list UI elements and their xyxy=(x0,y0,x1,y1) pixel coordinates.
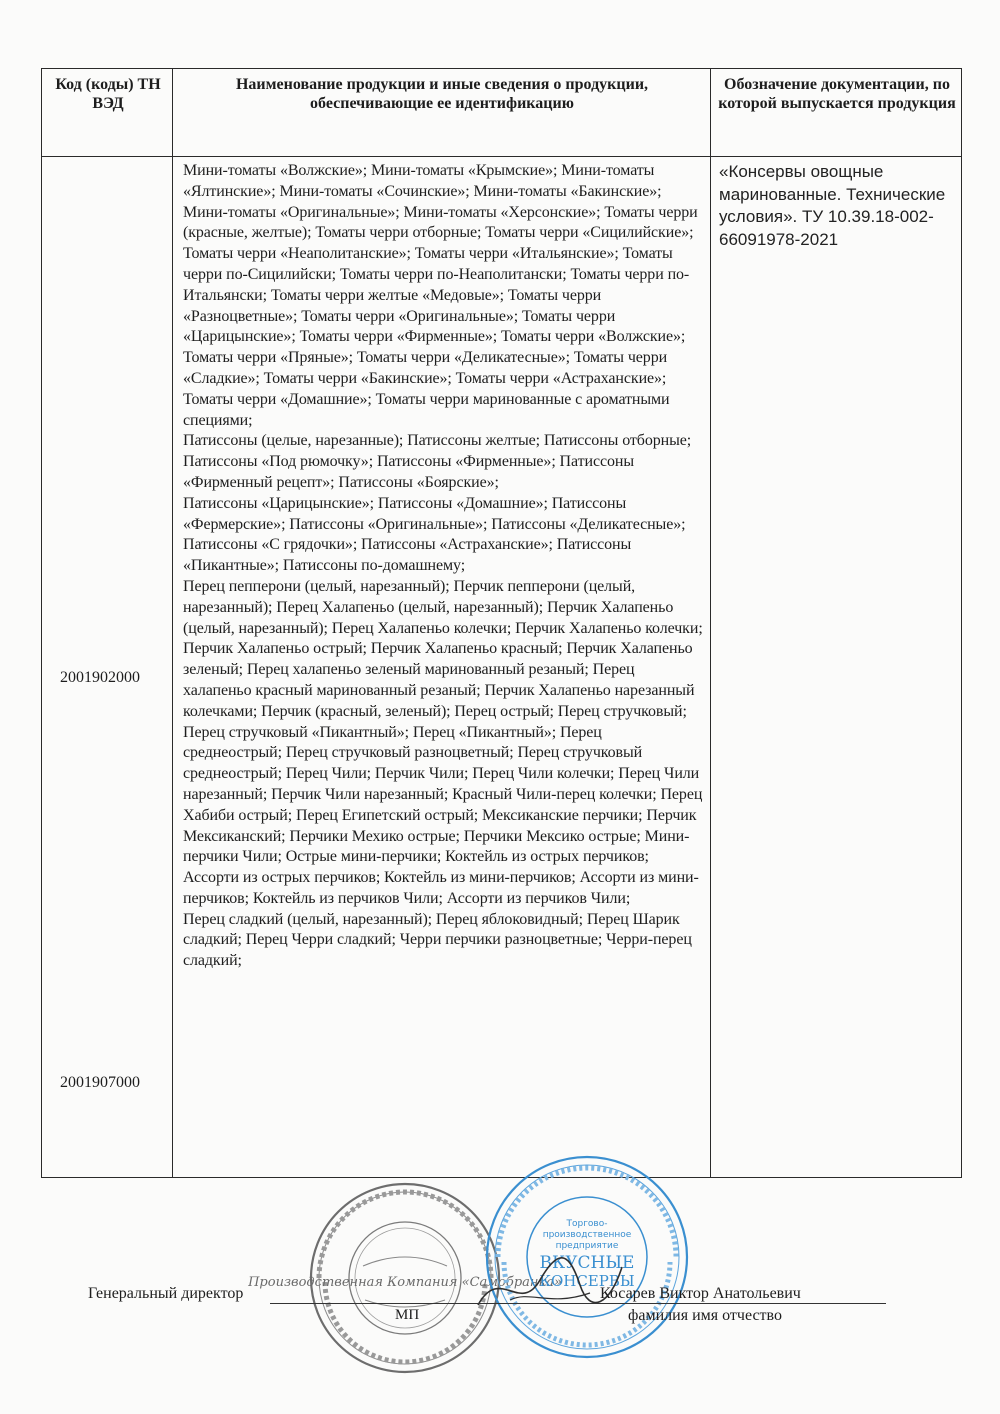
header-code: Код (коды) ТН ВЭД xyxy=(55,76,161,112)
product-group-hot-peppers: Перец пепперони (целый, нарезанный); Перчик пепперони (целый, нарезанный); Перец Халапеньо (целый, нарезанный); Перчик Халапеньо (целый, нарезанный); Перец Халапеньо колечки; Перчик Халапеньо колечки; Перчик Халапеньо острый; Перчик Халапеньо красный; Перчик Халапеньо зеленый; Перец халапеньо зеленый маринованный резаный; Перец халапеньо красный маринованный резаный; Перчик Халапеньо нарезанный колечками; Перчик (красный, зеленый); Перец острый; Перец стручковый; Перец стручковый «Пикантный»; Перец «Пикантный»; Перец среднеострый; Перец стручковый разноцветный; Перец стручковый среднеострый; Перец Чили; Перчик Чили; Перец Чили колечки; Перец Чили нарезанный; Перчик Чили нарезанный; Красный Чили-перец колечки; Перец Хабиби острый; Перец Египетский острый; Мексиканские перчики; Перчик Мексиканский; Перчики Мехико острые; Перчики Мексико острые; Мини-перчики Чили; Острые мини-перчики; Коктейль из острых перчиков; Ассорти из острых перчиков; Коктейль из мини-перчиков; Ассорти из мини-перчиков; Коктейль из перчиков Чили; Ассорти из перчиков Чили; xyxy=(183,577,703,907)
name-line xyxy=(598,1303,886,1304)
product-list xyxy=(183,161,703,972)
seal-right-line1: Торгово- xyxy=(566,1219,608,1229)
column-divider-2 xyxy=(710,69,711,1177)
name-caption: фамилия имя отчество xyxy=(628,1307,782,1324)
header-divider xyxy=(42,156,961,157)
director-name: Косарев Виктор Анатольевич xyxy=(600,1285,801,1302)
product-group-pattypan-1: Патиссоны (целые, нарезанные); Патиссоны желтые; Патиссоны отборные; Патиссоны «Под рюмочку»; Патиссоны «Фирменные»; Патиссоны «Фирменный рецепт»; Патиссоны «Боярские»; xyxy=(183,432,692,491)
seal-right-line2: производственное xyxy=(542,1230,632,1240)
product-group-pattypan-2: Патиссоны «Царицынские»; Патиссоны «Домашние»; Патиссоны «Фермерские»; Патиссоны «Оригинальные»; Патиссоны «Деликатесные»; Патиссоны «С грядочки»; Патиссоны «Астраханские»; Патиссоны «Пикантные»; Патиссоны по-домашнему; xyxy=(183,494,686,575)
tnved-code-2: 2001907000 xyxy=(60,1074,140,1091)
seal-right-line5: КОНСЕРВЫ xyxy=(539,1272,635,1290)
product-group-tomatoes: Мини-томаты «Волжские»; Мини-томаты «Крымские»; Мини-томаты «Ялтинские»; Мини-томаты «Сочинские»; Мини-томаты «Бакинские»; Мини-томаты «Оригинальные»; Мини-томаты «Херсонские»; Томаты черри (красные, желтые); Томаты черри отборные; Томаты черри «Сицилийские»; Томаты черри «Неаполитанские»; Томаты черри «Итальянские»; Томаты черри по-Сицилийски; Томаты черри по-Неаполитански; Томаты черри по-Итальянски; Томаты черри желтые «Медовые»; Томаты черри «Разноцветные»; Томаты черри «Оригинальные»; Томаты черри «Царицынские»; Томаты черри «Фирменные»; Томаты черри «Волжские»; Томаты черри «Пряные»; Томаты черри «Деликатесные»; Томаты черри «Сладкие»; Томаты черри «Бакинские»; Томаты черри «Астраханские»; Томаты черри «Домашние»; Томаты черри маринованные с ароматными специями; xyxy=(183,162,698,429)
header-product-name: Наименование продукции и иные сведения о продукции, обеспечивающие ее идентификацию xyxy=(235,76,649,112)
signature-line xyxy=(270,1303,615,1304)
documentation-reference: «Консервы овощные маринованные. Технические условия». ТУ 10.39.18-002-66091978-2021 xyxy=(719,162,946,249)
seal-right-line4: ВКУСНЫЕ xyxy=(539,1253,635,1273)
product-table xyxy=(41,68,962,1178)
column-divider-1 xyxy=(172,69,173,1177)
product-group-sweet-peppers: Перец сладкий (целый, нарезанный); Перец яблоковидный; Перец Шарик сладкий; Перец Черри сладкий; Черри перчики разноцветные; Черри-перец сладкий; xyxy=(183,910,692,970)
seal-right-line3: предприятие xyxy=(555,1241,619,1251)
seal-placeholder-label: МП xyxy=(395,1307,420,1323)
seal-left-text: Производственная Компания «Самобранка» xyxy=(248,1275,562,1290)
header-documentation: Обозначение документации, по которой выпускается продукция xyxy=(718,76,956,112)
director-position: Генеральный директор xyxy=(88,1285,244,1302)
tnved-code-1: 2001902000 xyxy=(60,669,140,686)
